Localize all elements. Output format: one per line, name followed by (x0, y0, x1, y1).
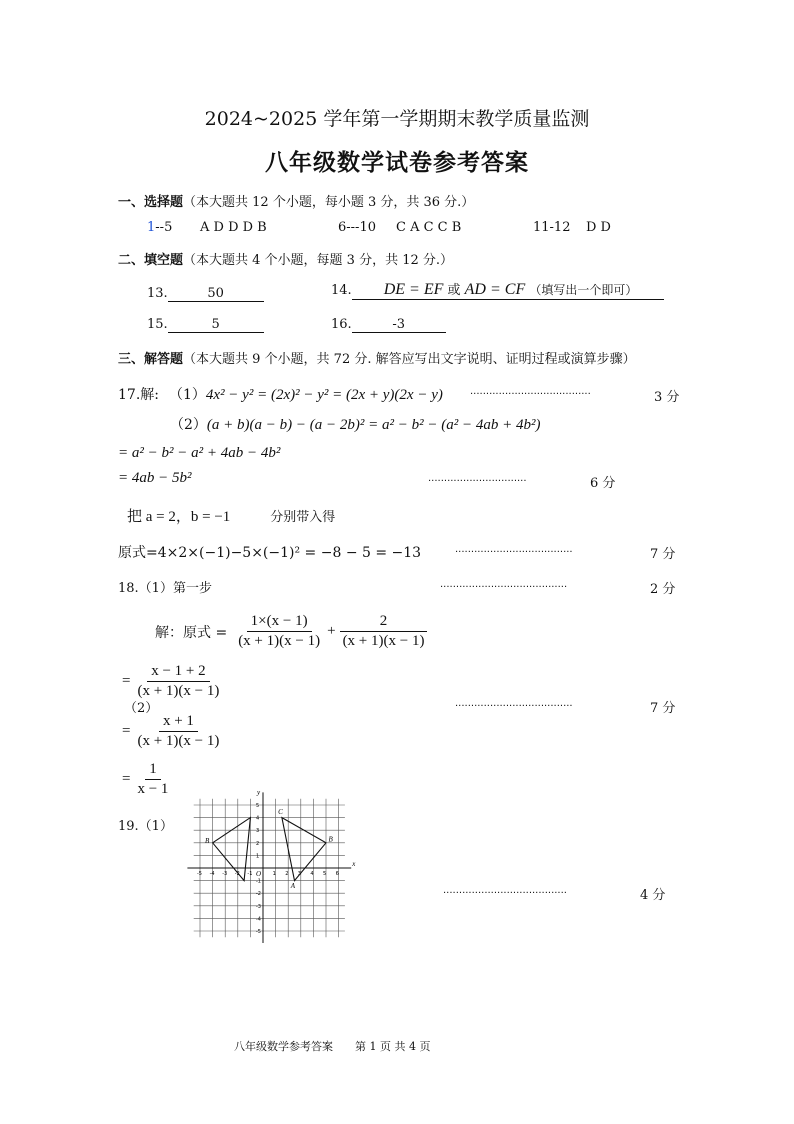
fill-answer-15: 5 (168, 317, 264, 333)
q19-label: 19.（1） (118, 819, 173, 834)
q18-eq-2: = (122, 723, 131, 739)
origin-label: O (256, 870, 262, 878)
fill-item-13 (147, 286, 264, 302)
mc-answers-1: A D D D B (200, 220, 267, 235)
point-label: B (205, 836, 210, 845)
triangle-right (282, 818, 326, 881)
q17-line3: = a² − b² − a² + 4ab − 4b² (118, 445, 281, 461)
q18-step4 (122, 761, 175, 798)
q19-score: 4 分 (640, 888, 666, 903)
q18-frac5-num: 1 (145, 761, 161, 780)
y-tick-label: 3 (256, 828, 260, 835)
q18-step1 (155, 613, 431, 650)
q18-frac4-num: x + 1 (159, 713, 198, 732)
mc-answers-2: C A C C B (396, 220, 462, 235)
y-tick-label: -2 (256, 891, 261, 898)
y-tick-label: 1 (256, 853, 260, 860)
fill-num-14: 14. (331, 283, 352, 298)
mc-answers-3: D D (586, 220, 611, 235)
y-axis-label: y (257, 788, 261, 797)
q18-part2-label: （2） (124, 701, 159, 716)
q18-score-1: 2 分 (650, 582, 676, 597)
section3-note: （本大题共 9 个小题，共 72 分. 解答应写出文字说明、证明过程或演算步骤） (183, 352, 636, 367)
triangle-left (213, 818, 251, 881)
q17-part1-label: （1） (168, 387, 206, 403)
y-tick-label: -5 (256, 929, 261, 935)
page-subtitle: 八年级数学试卷参考答案 (265, 149, 529, 176)
q18-plus: + (327, 623, 336, 639)
y-tick-label: 2 (256, 840, 260, 847)
q18-frac3 (133, 663, 223, 700)
q17-substitute-text: 把 a = 2，b = −1 (127, 509, 231, 525)
q18-frac1-num: 1×(x − 1) (247, 613, 312, 632)
fill-num-13: 13. (147, 286, 168, 301)
q18-score-2: 7 分 (650, 701, 676, 716)
fill-item-14 (331, 279, 664, 300)
q17-part1-expr: 4x² − y² = (2x)² − y² = (2x + y)(2x − y) (205, 387, 443, 403)
q18-frac2-den: (x + 1)(x − 1) (342, 633, 425, 649)
y-tick-label: -3 (256, 903, 261, 910)
q17-part2-expr: (a + b)(a − b) − (a − 2b)² = a² − b² − (a² − 4ab + 4b²) (206, 417, 541, 433)
q18-step3 (122, 713, 226, 750)
fill-answer-14a: DE = EF (383, 281, 444, 298)
q18-label: 18.（1）第一步 (118, 581, 212, 596)
q18-frac2-num: 2 (340, 613, 428, 632)
q18-step2 (122, 663, 226, 700)
section1-header (118, 191, 474, 210)
fill-hint-14: （填写出一个即可） (529, 283, 638, 297)
x-tick-label: -4 (209, 871, 215, 877)
fill-num-15: 15. (147, 317, 168, 332)
q17-line2 (170, 414, 540, 434)
footer-label: 八年级数学参考答案 (234, 1040, 333, 1053)
y-tick-label: 5 (256, 803, 260, 809)
section3-header (118, 348, 636, 367)
section2-header (118, 249, 453, 268)
x-tick-label: 4 (310, 871, 314, 877)
q18-eq-3: = (122, 771, 131, 787)
q18-dots-2: ····································· (455, 701, 573, 712)
q17-substitute-note: 分别带入得 (270, 510, 336, 525)
y-tick-label: -1 (256, 878, 261, 885)
x-tick-label: -5 (197, 871, 202, 877)
q18-dots-1: ········································ (440, 582, 568, 593)
page-title: 2024~2025 学年第一学期期末教学质量监测 (204, 108, 590, 130)
q17-score-1: 3 分 (654, 390, 680, 405)
q18-frac3-num: x − 1 + 2 (147, 663, 209, 682)
section1-heading: 一、选择题 (118, 195, 184, 210)
y-tick-label: 4 (256, 815, 260, 822)
fill-answer-16: -3 (352, 317, 446, 333)
fill-item-15 (147, 317, 264, 333)
mc-range-1 (147, 220, 172, 235)
point-label: C (278, 807, 283, 816)
mc-range-2: 6---10 (338, 220, 376, 235)
footer-page: 第 1 页 共 4 页 (355, 1040, 431, 1053)
q17-label: 17.解: (118, 387, 159, 403)
point-label: A (290, 882, 296, 891)
q18-frac5 (133, 761, 172, 798)
y-tick-label: -4 (256, 916, 261, 923)
x-tick-label: 3 (297, 871, 301, 877)
q17-result: 原式=4×2×(−1)−5×(−1)² = −8 − 5 = −13 (118, 545, 422, 561)
x-tick-label: -3 (222, 871, 228, 877)
x-tick-label: 5 (323, 871, 327, 877)
section2-heading: 二、填空题 (118, 253, 184, 268)
x-axis-label: x (352, 860, 356, 868)
fill-answer-14 (352, 279, 664, 300)
fill-item-16 (331, 317, 446, 333)
q17-part2-label: （2） (170, 417, 207, 433)
mc-range-1b: --5 (155, 220, 173, 235)
fill-answer-14b: AD = CF (464, 281, 526, 298)
q18-frac1-den: (x + 1)(x − 1) (238, 633, 321, 649)
x-tick-label: -2 (234, 871, 240, 877)
mc-range-1a: 1 (147, 220, 156, 235)
q18-frac3-den: (x + 1)(x − 1) (137, 683, 220, 699)
fill-or-14: 或 (447, 283, 461, 298)
section2-note: （本大题共 4 个小题，每题 3 分，共 12 分.） (183, 253, 454, 268)
x-tick-label: -1 (247, 871, 253, 877)
fill-num-16: 16. (331, 317, 352, 332)
q18-eq-1: = (122, 673, 131, 689)
mc-range-3: 11-12 (533, 220, 571, 235)
q19-coordinate-graph (185, 783, 365, 943)
point-label: B (328, 835, 333, 844)
section1-note: （本大题共 12 个小题，每小题 3 分，共 36 分.） (183, 195, 475, 210)
section3-heading: 三、解答题 (118, 352, 184, 367)
q17-dots-3: ····································· (455, 547, 573, 558)
q17-line1 (118, 384, 443, 404)
x-tick-label: 1 (272, 871, 276, 877)
q18-frac1 (234, 613, 324, 650)
q17-score-3: 7 分 (650, 547, 676, 562)
x-tick-label: 6 (335, 871, 339, 877)
q18-frac4-den: (x + 1)(x − 1) (137, 733, 220, 749)
q17-dots-2: ······························· (428, 476, 527, 487)
q18-frac5-den: x − 1 (137, 781, 169, 797)
x-tick-label: 2 (285, 871, 289, 877)
q17-score-2: 6 分 (590, 476, 616, 491)
fill-answer-13: 50 (168, 286, 264, 302)
q18-intro: 解：原式 = (155, 624, 228, 641)
q18-frac4 (133, 713, 223, 750)
q19-dots: ······································· (443, 888, 567, 899)
q17-substitute (127, 505, 335, 526)
q17-dots-1: ······································ (470, 389, 591, 400)
q18-frac2 (339, 613, 429, 650)
q17-line4: = 4ab − 5b² (118, 470, 192, 486)
footer (234, 1038, 430, 1054)
